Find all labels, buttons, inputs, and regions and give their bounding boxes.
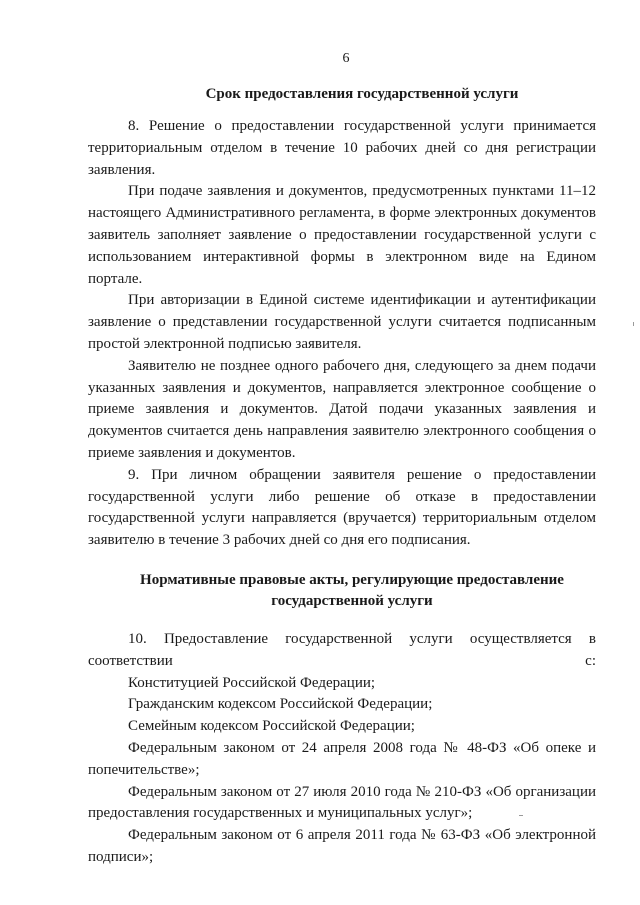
document-page xyxy=(88,50,596,869)
list-item-law-63-fz: Федеральным законом от 6 апреля 2011 года № 63-ФЗ «Об электронной подписи»; xyxy=(88,827,596,865)
list-item-family-code: Семейным кодексом Российской Федерации; xyxy=(128,718,415,735)
paragraph-electronic-submission: При подаче заявления и документов, предусмотренных пунктами 11–12 настоящего Административного регламента, в форме электронных документов заявитель заполняет заявление о предоставлении государственной услуги с использованием интерактивной формы в электронном виде на Едином портале. xyxy=(88,183,596,287)
paragraph-8-decision: 8. Решение о предоставлении государственной услуги принимается территориальным отделом в течение 10 рабочих дней со дня регистрации заявления. xyxy=(88,118,596,178)
list-item-law-210-fz: Федеральным законом от 27 июля 2010 года № 210-ФЗ «Об организации предоставления государственных и муниципальных услуг»; xyxy=(88,783,596,822)
page-number: 6 xyxy=(342,51,350,66)
list-item-constitution: Конституцией Российской Федерации; xyxy=(128,674,376,691)
section-body-service-term xyxy=(88,116,596,552)
section-heading-legal-acts-line-1: Нормативные правовые акты, регулирующие предоставление xyxy=(140,571,564,588)
paragraph-authorization: При авторизации в Единой системе идентификации и аутентификации заявление о представлении государственной услуги считается подписанным простой электронной подписью заявителя. xyxy=(88,292,596,352)
scan-mark-bottom xyxy=(519,815,523,816)
paragraph-electronic-notice: Заявителю не позднее одного рабочего дня, следующего за днем подачи указанных заявления и документов, направляется электронное сообщение о приеме заявления и документов. Датой подачи указанных заявления и документов считается день направления заявителю электронного сообщения о приеме заявления и документов. xyxy=(88,357,596,461)
scan-mark-right xyxy=(633,322,634,326)
section-heading-service-term: Срок предоставления государственной услуги xyxy=(205,86,519,102)
section-heading-legal-acts-line-2: государственной услуги xyxy=(271,592,433,609)
list-item-law-48-fz: Федеральным законом от 24 апреля 2008 года № 48-ФЗ «Об опеке и попечительстве»; xyxy=(88,739,596,778)
section-heading-legal-acts xyxy=(88,570,596,612)
paragraph-9-personal-appeal: 9. При личном обращении заявителя решение о предоставлении государственной услуги либо решение об отказе в предоставлении государственной услуги направляется (вручается) территориальным отделом заявителю в течение 3 рабочих дней со дня его подписания. xyxy=(88,466,596,549)
section-body-legal-acts xyxy=(88,629,596,869)
list-item-civil-code: Гражданским кодексом Российской Федерации; xyxy=(128,696,433,713)
paragraph-10-legal-basis: 10. Предоставление государственной услуги осуществляется в соответствии с: xyxy=(88,630,596,669)
